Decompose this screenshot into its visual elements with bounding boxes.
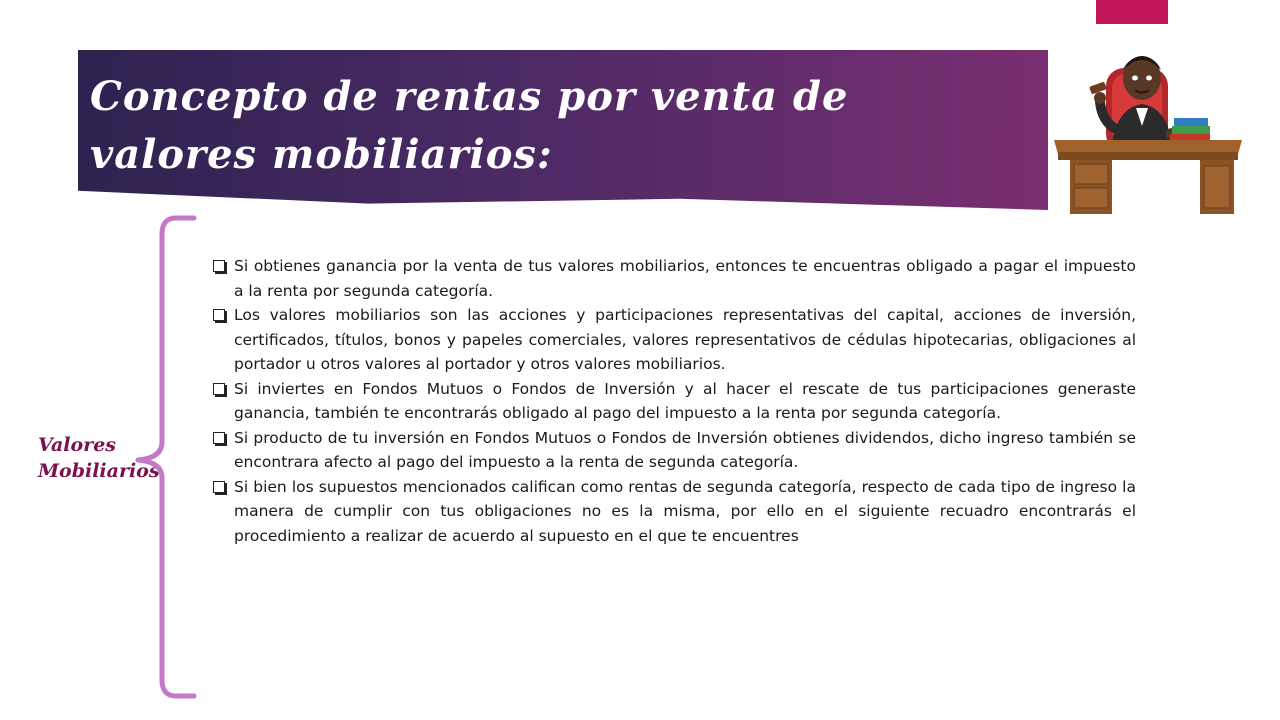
- list-item: [212, 426, 1136, 475]
- list-item: [212, 254, 1136, 303]
- judge-at-desk-icon: [1050, 28, 1246, 218]
- checkbox-icon: [213, 383, 225, 395]
- checkbox-icon: [213, 260, 225, 272]
- list-item: [212, 377, 1136, 426]
- list-item-text: Si bien los supuestos mencionados califican como rentas de segunda categoría, respecto de cada tipo de ingreso la manera de cumplir con tus obligaciones no es la misma, por ello en el siguiente recuadro encontrarás el procedimiento a realizar de acuerdo al supuesto en el que te encuentres: [234, 477, 1136, 545]
- accent-square: [1096, 0, 1168, 24]
- list-item-text: Si inviertes en Fondos Mutuos o Fondos de Inversión y al hacer el rescate de tus participaciones generaste ganancia, también te encontrarás obligado al pago del impuesto a la renta por segunda categoría.: [234, 379, 1136, 422]
- list-item: [212, 475, 1136, 549]
- checkbox-icon: [213, 432, 225, 444]
- bullet-list: [212, 254, 1136, 548]
- list-item: [212, 303, 1136, 377]
- slide-title: Concepto de rentas por venta de valores mobiliarios:: [90, 73, 849, 178]
- list-item-text: Si producto de tu inversión en Fondos Mutuos o Fondos de Inversión obtienes dividendos, dicho ingreso también se encontrara afecto al pago del impuesto a la renta de segunda categoría.: [234, 428, 1136, 471]
- checkbox-icon: [213, 481, 225, 493]
- side-label: Valores Mobiliarios: [38, 434, 160, 482]
- list-item-text: Los valores mobiliarios son las acciones y participaciones representativas del capital, acciones de inversión, certificados, títulos, bonos y papeles comerciales, valores representativos de cédulas hipotecarias, obligaciones al portador u otros valores al portador y otros valores mobiliarios.: [234, 306, 1136, 373]
- checkbox-icon: [213, 309, 225, 321]
- list-item-text: Si obtienes ganancia por la venta de tus valores mobiliarios, entonces te encuentras obligado a pagar el impuesto a la renta por segunda categoría.: [234, 257, 1136, 300]
- curly-brace-icon: [128, 212, 198, 702]
